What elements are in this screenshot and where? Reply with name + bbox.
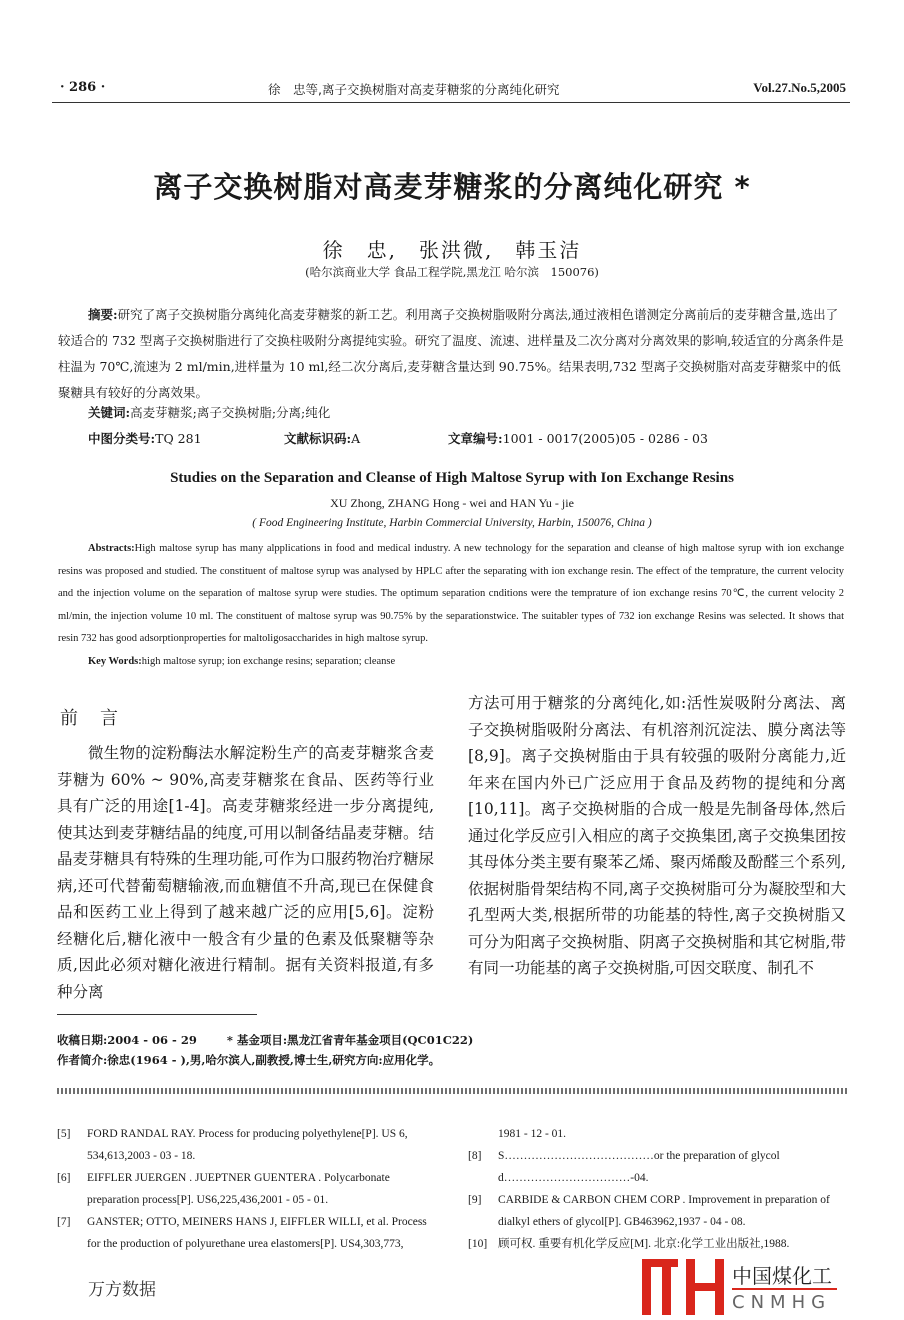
classification-label: 中图分类号:	[88, 431, 156, 446]
ref-text: 顾可权. 重要有机化学反应[M]. 北京:化学工业出版社,1988.	[498, 1238, 790, 1250]
cnmhg-logo	[640, 1257, 840, 1319]
abstract-cn	[58, 302, 844, 406]
authors: 徐 忠, 张洪微, 韩玉洁	[322, 238, 582, 262]
keywords-text: 高麦芽糖浆;离子交换树脂;分离;纯化	[130, 405, 331, 420]
reference-item	[468, 1145, 846, 1189]
logo-en-text: CNMHG	[732, 1292, 832, 1313]
abstract-en-label: Abstracts:	[88, 543, 135, 554]
keywords-en-text: high maltose syrup; ion exchange resins; separation; cleanse	[141, 655, 396, 667]
ref-num: [6]	[57, 1172, 71, 1184]
ref-num: [8]	[468, 1150, 482, 1162]
ref-num: [5]	[57, 1128, 71, 1140]
reference-item	[468, 1123, 846, 1145]
keywords-en-label: Key Words:	[88, 655, 142, 667]
reference-item	[57, 1211, 437, 1255]
article-no-value: 1001 - 0017(2005)05 - 0286 - 03	[502, 431, 708, 446]
footnote-author-bio: 作者简介:徐忠(1964 - ),男,哈尔滨人,副教授,博士生,研究方向:应用化学。	[57, 1053, 441, 1067]
body-column-left: 微生物的淀粉酶法水解淀粉生产的高麦芽糖浆含麦芽糖为 60% ~ 90%,高麦芽糖浆在食品、医药等行业具有广泛的用途[1-4]。高麦芽糖浆经进一步分离提纯,使其达到麦芽糖结晶的纯度,可用以制备结晶麦芽糖。结晶麦芽糖具有特殊的生理功能,可作为口服药物治疗糖尿病,还可代替葡萄糖输液,而血糖值不升高,现已在保健食品和医药工业上得到了越来越广泛的应用[5,6]。淀粉经糖化后,糖化液中一般含有少量的色素及低聚糖等杂质,因此必须对糖化液进行精制。据有关资料报道,有多种分离	[57, 744, 434, 1001]
keywords-cn	[58, 400, 844, 426]
running-title: 徐 忠等,离子交换树脂对高麦芽糖浆的分离纯化研究	[268, 82, 560, 97]
article-no-label: 文章编号:	[448, 431, 503, 446]
logo-cn-text: 中国煤化工	[732, 1264, 832, 1288]
ref-num: [7]	[57, 1216, 71, 1228]
logo-rule	[732, 1288, 837, 1290]
paper-title: 离子交换树脂对高麦芽糖浆的分离纯化研究 *	[153, 170, 751, 204]
reference-item	[57, 1167, 437, 1211]
section-heading: 前言	[60, 708, 140, 729]
abstract-en	[58, 538, 844, 673]
ref-text: EIFFLER JUERGEN . JUEPTNER GUENTERA . Polycarbonate preparation process[P]. US6,225,436,2001 - 05 - 01.	[87, 1172, 390, 1206]
affiliation: (哈尔滨商业大学 食品工程学院,黑龙江 哈尔滨 150076)	[305, 265, 599, 279]
ref-num: [9]	[468, 1194, 482, 1206]
ref-text: CARBIDE & CARBON CHEM CORP . Improvement in preparation of dialkyl ethers of glycol[P]. GB463962,1937 - 04 - 08.	[498, 1194, 830, 1228]
journal-volume: Vol.27.No.5,2005	[753, 80, 846, 95]
footnote-received	[57, 1032, 473, 1048]
authors-en: XU Zhong, ZHANG Hong - wei and HAN Yu - jie	[330, 496, 574, 510]
classification-value: TQ 281	[155, 431, 202, 446]
ref-text: 1981 - 12 - 01.	[498, 1128, 567, 1140]
ref-text: GANSTER; OTTO, MEINERS HANS J, EIFFLER WILLI, et al. Process for the production of polyurethane urea elastomers[P]. US4,303,773,	[87, 1216, 427, 1250]
affiliation-en: ( Food Engineering Institute, Harbin Commercial University, Harbin, 150076, China )	[252, 517, 652, 529]
references-left	[57, 1123, 437, 1255]
abstract-text: 研究了离子交换树脂分离纯化高麦芽糖浆的新工艺。利用离子交换树脂吸附分离法,通过液相色谱测定分离前后的麦芽糖含量,选出了较适合的 732 型离子交换树脂进行了交换柱吸附分离提纯实验。研究了温度、流速、进样量及二次分离对分离效果的影响,较适宜的分离条件是柱温为 70℃,流速为 2 ml/min,进样量为 10 ml,经二次分离后,麦芽糖含量达到 90.75%。结果表明,732 型离子交换树脂对高麦芽糖浆中的低聚糖具有较好的分离效果。	[58, 307, 844, 400]
keywords-label: 关键词:	[88, 405, 131, 420]
page-number: · 286 ·	[60, 80, 106, 95]
references-right	[468, 1123, 846, 1255]
fund: * 基金项目:黑龙江省青年基金项目(QC01C22)	[226, 1033, 474, 1047]
title-en: Studies on the Separation and Cleanse of High Maltose Syrup with Ion Exchange Resins	[170, 470, 734, 486]
reference-item	[468, 1189, 846, 1233]
footnote-rule	[57, 1014, 257, 1015]
received-date: 收稿日期:2004 - 06 - 29	[57, 1033, 197, 1047]
wanfang-watermark: 万方数据	[88, 1280, 156, 1300]
ref-text: S…………………………………or the preparation of glycol d……………………………-04.	[498, 1150, 780, 1184]
doc-code-label: 文献标识码:	[284, 431, 352, 446]
header-rule	[52, 102, 850, 103]
reference-item	[57, 1123, 437, 1167]
abstract-en-text: High maltose syrup has many alpplications in food and medical industry. A new technology for the separation and cleanse of high maltose syrup with ion exchange resins was proposed and studied. The constituent of maltose syrup was analysed by HPLC after the separating with ion exchange resin. The effect of the temprature, the current velocity and the injection volume on the separation of maltose syrup were studies. The optimum separation cnditions were the temprature of ion exchange resins 70℃, the current velocity 2 ml/min, the injection volume 10 ml. The constituent of maltose syrup was 90.75% by the separationstwice. The suitabler types of 732 ion exchange Resins was selected. It shows that resin 732 has good adsorptionproperties for maltoligosaccharides in high maltose syrup.	[58, 543, 844, 644]
doc-code-value: A	[351, 431, 361, 446]
mh-logo-icon	[640, 1257, 730, 1319]
body-column-right: 方法可用于糖浆的分离纯化,如:活性炭吸附分离法、离子交换树脂吸附分离法、有机溶剂沉淀法、膜分离法等[8,9]。离子交换树脂由于具有较强的吸附分离能力,近年来在国内外已广泛应用于食品及药物的提纯和分离[10,11]。离子交换树脂的合成一般是先制备母体,然后通过化学反应引入相应的离子交换集团,离子交换集团按其母体分类主要有聚苯乙烯、聚丙烯酸及酚醛三个系列,依据树脂骨架结构不同,离子交换树脂可分为凝胶型和大孔型两大类,根据所带的功能基的特性,离子交换树脂又可分为阳离子交换树脂、阴离子交换树脂和其它树脂,带有同一功能基的离子交换树脂,可因交联度、制孔不	[468, 694, 846, 977]
reference-item	[468, 1233, 846, 1255]
wavy-divider	[57, 1088, 847, 1094]
ref-num: [10]	[468, 1238, 488, 1250]
abstract-label: 摘要:	[88, 307, 118, 322]
ref-text: FORD RANDAL RAY. Process for producing polyethylene[P]. US 6, 534,613,2003 - 03 - 18.	[87, 1128, 408, 1162]
